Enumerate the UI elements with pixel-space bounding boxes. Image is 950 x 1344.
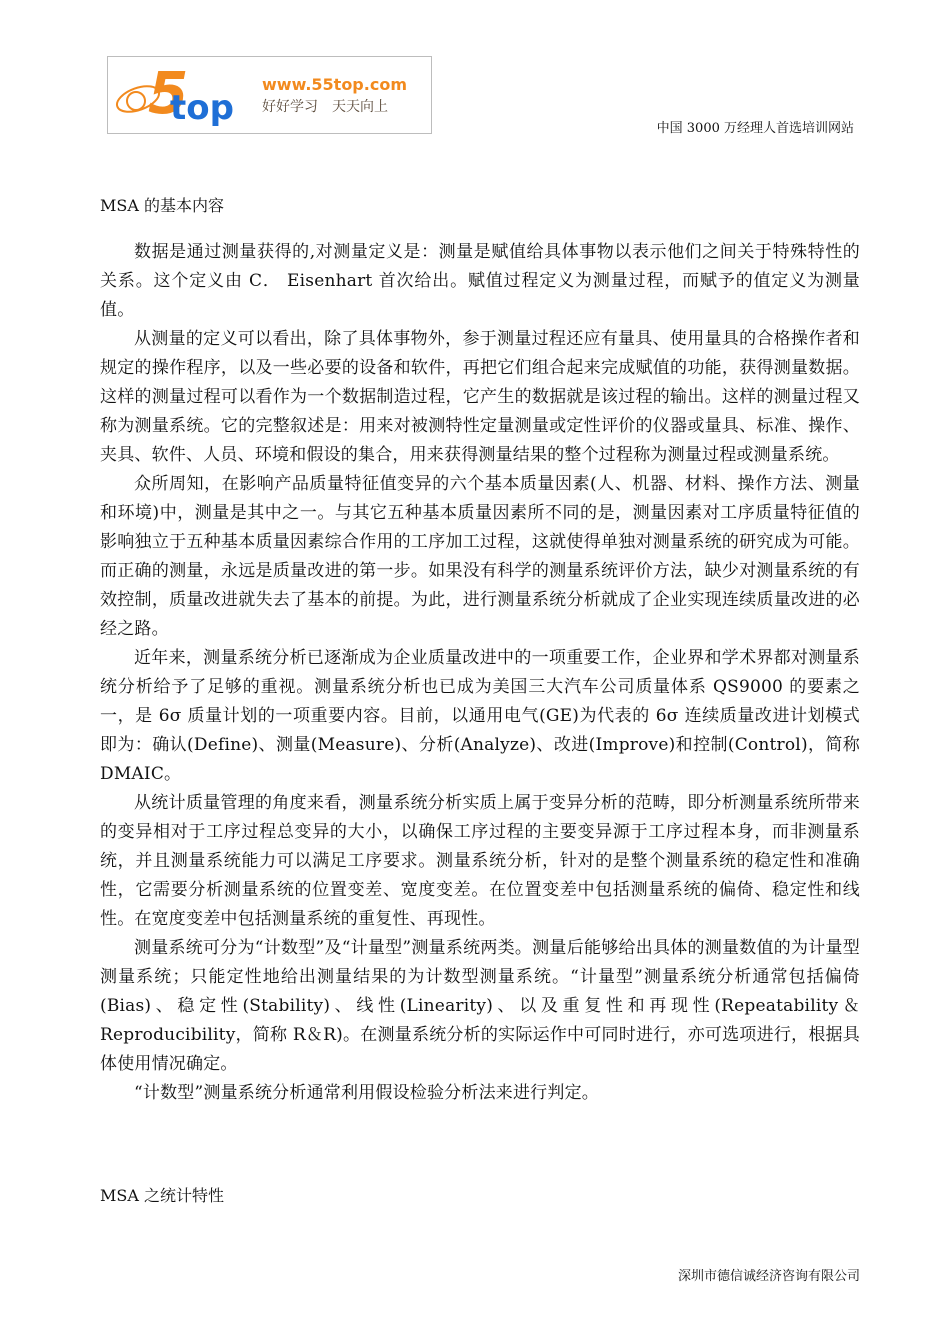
section-title: MSA 之统计特性: [100, 1186, 224, 1205]
paragraph: 众所周知，在影响产品质量特征值变异的六个基本质量因素(人、机器、材料、操作方法、测量和环境)中，测量是其中之一。与其它五种基本质量因素所不同的是，测量因素对工序质量特征值的影响独立于五种基本质量因素综合作用的工序加工过程，这就使得单独对测量系统的研究成为可能。而正确的测量，永远是质量改进的第一步。如果没有科学的测量系统评价方法，缺少对测量系统的有效控制，质量改进就失去了基本的前提。为此，进行测量系统分析就成了企业实现连续质量改进的必经之路。: [100, 474, 860, 639]
site-logo[interactable]: [107, 56, 432, 134]
logo-url: www.55top.com: [262, 75, 407, 94]
paragraph: 近年来，测量系统分析已逐渐成为企业质量改进中的一项重要工作，企业界和学术界都对测量系统分析给予了足够的重视。测量系统分析也已成为美国三大汽车公司质量体系 QS9000 的要素之一，是 6σ 质量计划的一项重要内容。目前，以通用电气(GE)为代表的 6σ 连续质量改进计划模式即为：确认(Define)、测量(Measure)、分析(Analyze)、改进(Improve)和控制(Control)，简称 DMAIC。: [100, 648, 860, 784]
paragraph: “计数型”测量系统分析通常利用假设检验分析法来进行判定。: [134, 1083, 599, 1103]
logo-slogan: 好好学习 天天向上: [262, 99, 388, 115]
logo-digit: 5: [148, 59, 189, 127]
logo-graphic: [108, 57, 431, 133]
paragraph: 测量系统可分为“计数型”及“计量型”测量系统两类。测量后能够给出具体的测量数值的为计量型测量系统；只能定性地给出测量结果的为计数型测量系统。“计量型”测量系统分析通常包括偏倚(Bias)、稳定性(Stability)、线性(Linearity)、以及重复性和再现性(Repeatability＆Reproducibility，简称 R＆R)。在测量系统分析的实际运作中可同时进行，亦可选项进行，根据具体使用情况确定。: [100, 938, 860, 1074]
paragraph: 数据是通过测量获得的,对测量定义是：测量是赋值给具体事物以表示他们之间关于特殊特性的关系。这个定义由 C． Eisenhart 首次给出。赋值过程定义为测量过程，而赋予的值定义为测量值。: [100, 242, 860, 320]
section-title: MSA 的基本内容: [100, 196, 224, 215]
globe-icon: [127, 92, 145, 110]
paragraph: 从测量的定义可以看出，除了具体事物外，参于测量过程还应有量具、使用量具的合格操作者和规定的操作程序，以及一些必要的设备和软件，再把它们组合起来完成赋值的功能，获得测量数据。这样的测量过程可以看作为一个数据制造过程，它产生的数据就是该过程的输出。这样的测量过程又称为测量系统。它的完整叙述是：用来对被测特性定量测量或定性评价的仪器或量具、标准、操作、夹具、软件、人员、环境和假设的集合，用来获得测量结果的整个过程称为测量过程或测量系统。: [100, 329, 860, 465]
paragraph: 从统计质量管理的角度来看，测量系统分析实质上属于变异分析的范畴，即分析测量系统所带来的变异相对于工序过程总变异的大小，以确保工序过程的主要变异源于工序过程本身，而非测量系统，并且测量系统能力可以满足工序要求。测量系统分析，针对的是整个测量系统的稳定性和准确性，它需要分析测量系统的位置变差、宽度变差。在位置变差中包括测量系统的偏倚、稳定性和线性。在宽度变差中包括测量系统的重复性、再现性。: [100, 793, 860, 929]
article-body: [100, 238, 860, 1108]
logo-word: top: [170, 88, 234, 128]
footer-company: 深圳市德信诚经济咨询有限公司: [677, 1269, 860, 1284]
header-tagline: 中国 3000 万经理人首选培训网站: [656, 121, 854, 136]
